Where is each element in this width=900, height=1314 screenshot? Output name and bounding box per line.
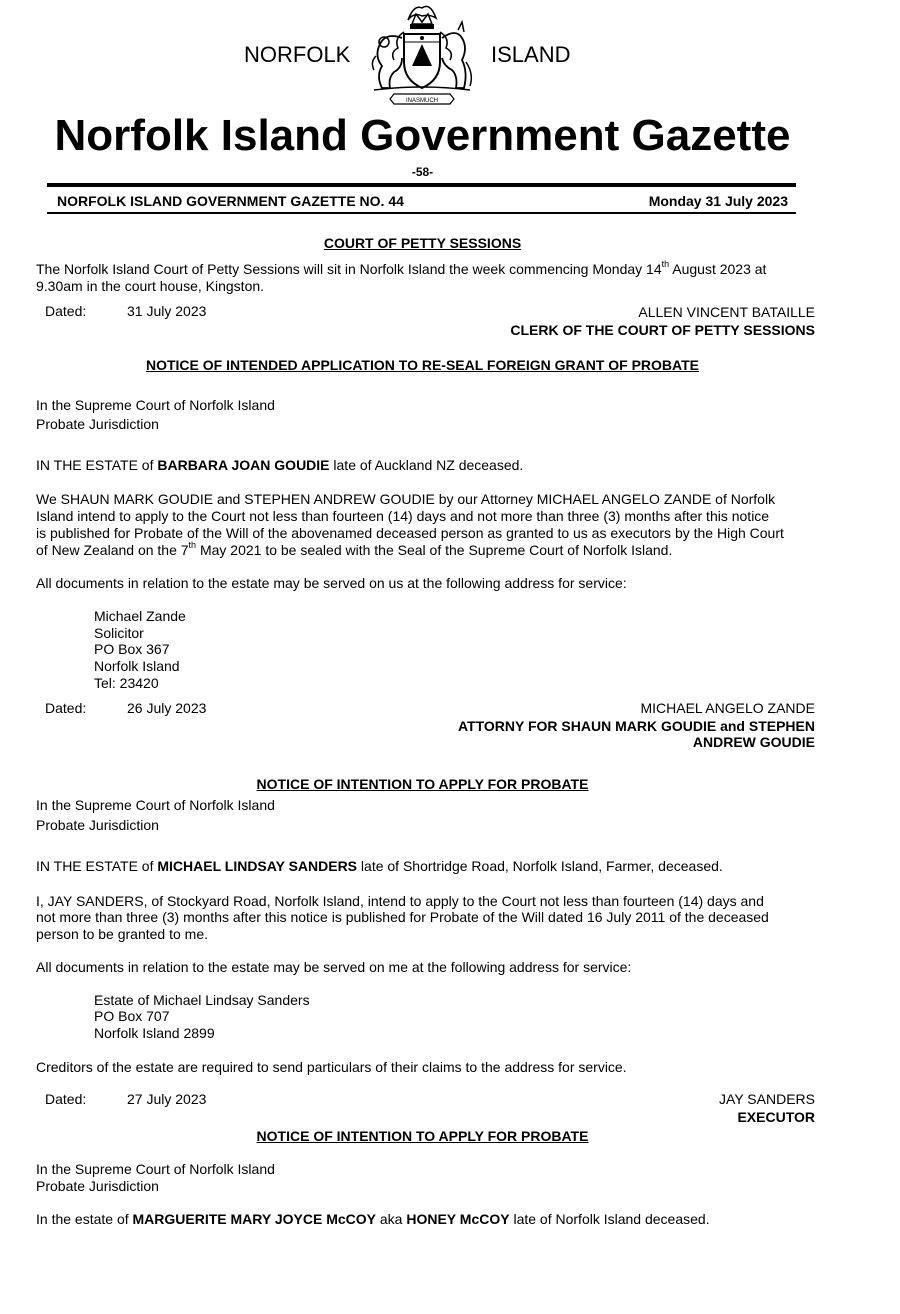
notice3-court: In the Supreme Court of Norfolk Island — [36, 797, 275, 813]
notice2-estate-line: IN THE ESTATE of BARBARA JOAN GOUDIE late of Auckland NZ deceased. — [36, 457, 524, 473]
notice1-heading: COURT OF PETTY SESSIONS — [323, 235, 522, 251]
notice3-estate-line: IN THE ESTATE of MICHAEL LINDSAY SANDERS late of Shortridge Road, Norfolk Island, Farmer, deceased. — [36, 858, 723, 874]
masthead-norfolk: NORFOLK — [244, 42, 351, 67]
page-number: -58- — [411, 165, 434, 179]
notice3-address-line: PO Box 707 — [94, 1008, 170, 1024]
notice2-dated-value: 26 July 2023 — [127, 700, 207, 716]
notice1-dated-label: Dated: — [45, 303, 87, 319]
notice3-body-line1: I, JAY SANDERS, of Stockyard Road, Norfolk Island, intend to apply to the Court not less than fourteen (14) days and — [36, 893, 764, 909]
notice2-heading: NOTICE OF INTENDED APPLICATION TO RE-SEAL FOREIGN GRANT OF PROBATE — [145, 357, 699, 373]
notice1-dated-value: 31 July 2023 — [127, 303, 207, 319]
notice2-signatory: MICHAEL ANGELO ZANDE — [640, 700, 815, 716]
notice3-dated-value: 27 July 2023 — [127, 1091, 207, 1107]
notice3-body-line3: person to be granted to me. — [36, 926, 208, 942]
notice3-role: EXECUTOR — [737, 1109, 815, 1125]
notice2-body-line2: Island intend to apply to the Court not less than fourteen (14) days and not more than three (3) months after this notice — [36, 508, 770, 524]
notice3-dated-label: Dated: — [45, 1091, 87, 1107]
masthead-rule-top — [47, 183, 796, 187]
notice1-body-line1: The Norfolk Island Court of Petty Sessions will sit in Norfolk Island the week commencing Monday 14th August 2023 at — [36, 259, 767, 277]
gazette-date: Monday 31 July 2023 — [648, 193, 788, 209]
notice2-address-line: Michael Zande — [94, 608, 186, 624]
notice2-address-line: Solicitor — [94, 625, 144, 641]
masthead-island: ISLAND — [491, 42, 571, 67]
notice2-address-line: PO Box 367 — [94, 641, 170, 657]
notice3-service-line: All documents in relation to the estate may be served on me at the following address for service: — [36, 959, 632, 975]
notice3-creditors: Creditors of the estate are required to send particulars of their claims to the address for service. — [36, 1059, 627, 1075]
notice2-service-line: All documents in relation to the estate may be served on us at the following address for service: — [36, 575, 627, 591]
masthead-rule-bottom — [47, 212, 796, 214]
notice2-dated-label: Dated: — [45, 700, 87, 716]
notice1-body-line2: 9.30am in the court house, Kingston. — [36, 278, 265, 294]
notice2-court: In the Supreme Court of Norfolk Island — [36, 397, 275, 413]
notice2-body-line4: of New Zealand on the 7th May 2021 to be sealed with the Seal of the Supreme Court of Norfolk Island. — [36, 540, 673, 558]
notice1-role: CLERK OF THE COURT OF PETTY SESSIONS — [510, 322, 815, 338]
notice4-estate-line: In the estate of MARGUERITE MARY JOYCE McCOY aka HONEY McCOY late of Norfolk Island deceased. — [36, 1211, 710, 1227]
notice3-jurisdiction: Probate Jurisdiction — [36, 817, 159, 833]
notice3-body-line2: not more than three (3) months after this notice is published for Probate of the Will dated 16 July 2011 of the deceased — [36, 909, 769, 925]
notice2-body-line3: is published for Probate of the Will of the abovenamed deceased person as granted to us as executors by the High Court — [36, 525, 784, 541]
notice3-address-line: Norfolk Island 2899 — [94, 1025, 215, 1041]
notice2-address-line: Norfolk Island — [94, 658, 180, 674]
notice2-address-line: Tel: 23420 — [94, 675, 159, 691]
notice1-signatory: ALLEN VINCENT BATAILLE — [638, 304, 815, 320]
notice3-signatory: JAY SANDERS — [719, 1091, 815, 1107]
notice2-role-line2: ANDREW GOUDIE — [692, 734, 815, 750]
notice4-heading: NOTICE OF INTENTION TO APPLY FOR PROBATE — [256, 1128, 589, 1144]
notice2-jurisdiction: Probate Jurisdiction — [36, 416, 159, 432]
crest-motto: INASMUCH — [405, 98, 439, 104]
notice2-role-line1: ATTORNY FOR SHAUN MARK GOUDIE and STEPHEN — [457, 718, 815, 734]
gazette-title: Norfolk Island Government Gazette — [54, 111, 791, 160]
notice3-heading: NOTICE OF INTENTION TO APPLY FOR PROBATE — [256, 776, 589, 792]
notice4-court: In the Supreme Court of Norfolk Island — [36, 1161, 275, 1177]
notice3-address-line: Estate of Michael Lindsay Sanders — [94, 992, 310, 1008]
notice4-jurisdiction: Probate Jurisdiction — [36, 1178, 159, 1194]
notice2-body-line1: We SHAUN MARK GOUDIE and STEPHEN ANDREW GOUDIE by our Attorney MICHAEL ANGELO ZANDE of Norfolk — [36, 491, 776, 507]
gazette-number: NORFOLK ISLAND GOVERNMENT GAZETTE NO. 44 — [57, 193, 404, 209]
coat-of-arms-icon — [364, 2, 480, 108]
